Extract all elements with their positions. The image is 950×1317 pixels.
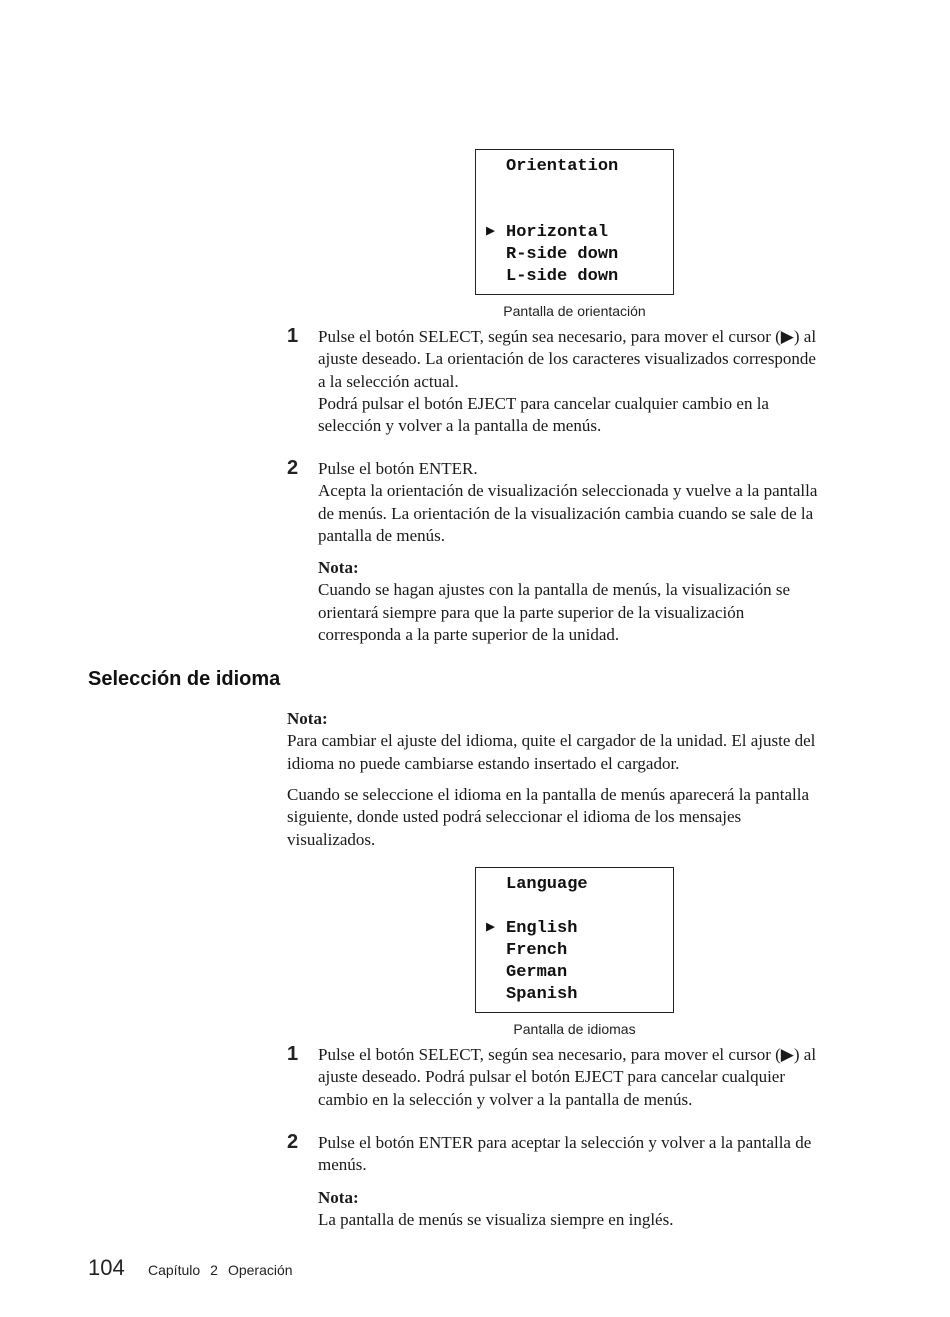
text-line: La pantalla de menús se visualiza siempre en inglés. bbox=[318, 1210, 674, 1230]
note-block bbox=[318, 1187, 878, 1232]
chapter-title: Operación bbox=[227, 1262, 293, 1278]
text-line: Pulse el botón SELECT, según sea necesario, para mover el cursor (▶) al bbox=[318, 1045, 817, 1064]
orientation-screen-title: Orientation bbox=[506, 157, 619, 176]
orientation-screen-box bbox=[475, 149, 674, 295]
step-text bbox=[318, 326, 878, 437]
text-line: Pulse el botón ENTER. bbox=[318, 459, 478, 478]
text-line: selección y volver a la pantalla de menús. bbox=[318, 416, 602, 436]
language-screen-caption: Pantalla de idiomas bbox=[513, 1021, 636, 1037]
text-line: Para cambiar el ajuste del idioma, quite el cargador de la unidad. El ajuste del bbox=[287, 731, 816, 751]
text-line: Cuando se seleccione el idioma en la pantalla de menús aparecerá la pantalla bbox=[287, 785, 810, 804]
note-label: Nota: bbox=[318, 558, 359, 577]
language-option-english: English bbox=[506, 919, 578, 938]
text-line: visualizados. bbox=[287, 829, 376, 849]
orientation-screen-caption: Pantalla de orientación bbox=[503, 303, 646, 319]
step-text bbox=[318, 1044, 878, 1111]
orientation-option-r-side-down: R-side down bbox=[506, 245, 619, 264]
chapter-number: 2 bbox=[210, 1262, 218, 1278]
note-label: Nota: bbox=[318, 1188, 359, 1207]
text-line: pantalla de menús. bbox=[318, 525, 445, 545]
step-number: 2 bbox=[287, 1131, 299, 1153]
text-line: menús. bbox=[318, 1155, 367, 1175]
text-line: Pulse el botón SELECT, según sea necesario, para mover el cursor (▶) al bbox=[318, 327, 817, 346]
text-line: a la selección actual. bbox=[318, 371, 459, 391]
text-line: cambio en la selección y volver a la pantalla de menús. bbox=[318, 1089, 693, 1109]
text-line: corresponda a la parte superior de la unidad. bbox=[318, 624, 620, 644]
cursor-arrow-icon: ▶ bbox=[486, 223, 496, 240]
text-line: Cuando se hagan ajustes con la pantalla de menús, la visualización se bbox=[318, 580, 791, 600]
note-block bbox=[318, 557, 878, 646]
language-screen-box bbox=[475, 867, 674, 1013]
text-line: Pulse el botón ENTER para aceptar la selección y volver a la pantalla de bbox=[318, 1133, 812, 1152]
note-block bbox=[287, 708, 887, 775]
language-option-german: German bbox=[506, 963, 568, 982]
text-line: Acepta la orientación de visualización seleccionada y vuelve a la pantalla bbox=[318, 481, 818, 501]
text-line: orientará siempre para que la parte superior de la visualización bbox=[318, 602, 745, 622]
step-text bbox=[318, 1132, 878, 1177]
chapter-footer bbox=[148, 1262, 303, 1278]
language-option-spanish: Spanish bbox=[506, 985, 578, 1004]
page-number: 104 bbox=[88, 1255, 125, 1280]
note-label: Nota: bbox=[287, 709, 328, 728]
language-screen-title: Language bbox=[506, 875, 588, 894]
text-line: Podrá pulsar el botón EJECT para cancelar cualquier cambio en la bbox=[318, 393, 769, 413]
text-line: ajuste deseado. Podrá pulsar el botón EJECT para cancelar cualquier bbox=[318, 1067, 786, 1087]
step-text bbox=[318, 458, 878, 547]
text-line: de menús. La orientación de la visualización cambia cuando se sale de la bbox=[318, 503, 814, 523]
language-option-french: French bbox=[506, 941, 568, 960]
chapter-label: Capítulo bbox=[148, 1262, 201, 1278]
cursor-arrow-icon: ▶ bbox=[486, 919, 496, 936]
text-line: siguiente, donde usted podrá seleccionar el idioma de los mensajes bbox=[287, 807, 742, 827]
step-number: 1 bbox=[287, 1043, 299, 1065]
text-line: idioma no puede cambiarse estando insertado el cargador. bbox=[287, 753, 680, 773]
orientation-option-horizontal: Horizontal bbox=[506, 223, 609, 242]
step-number: 1 bbox=[287, 325, 299, 347]
orientation-option-l-side-down: L-side down bbox=[506, 267, 619, 286]
section-heading: Selección de idioma bbox=[88, 668, 281, 690]
step-number: 2 bbox=[287, 457, 299, 479]
text-line: ajuste deseado. La orientación de los caracteres visualizados corresponde bbox=[318, 349, 816, 369]
intro-paragraph bbox=[287, 784, 887, 851]
